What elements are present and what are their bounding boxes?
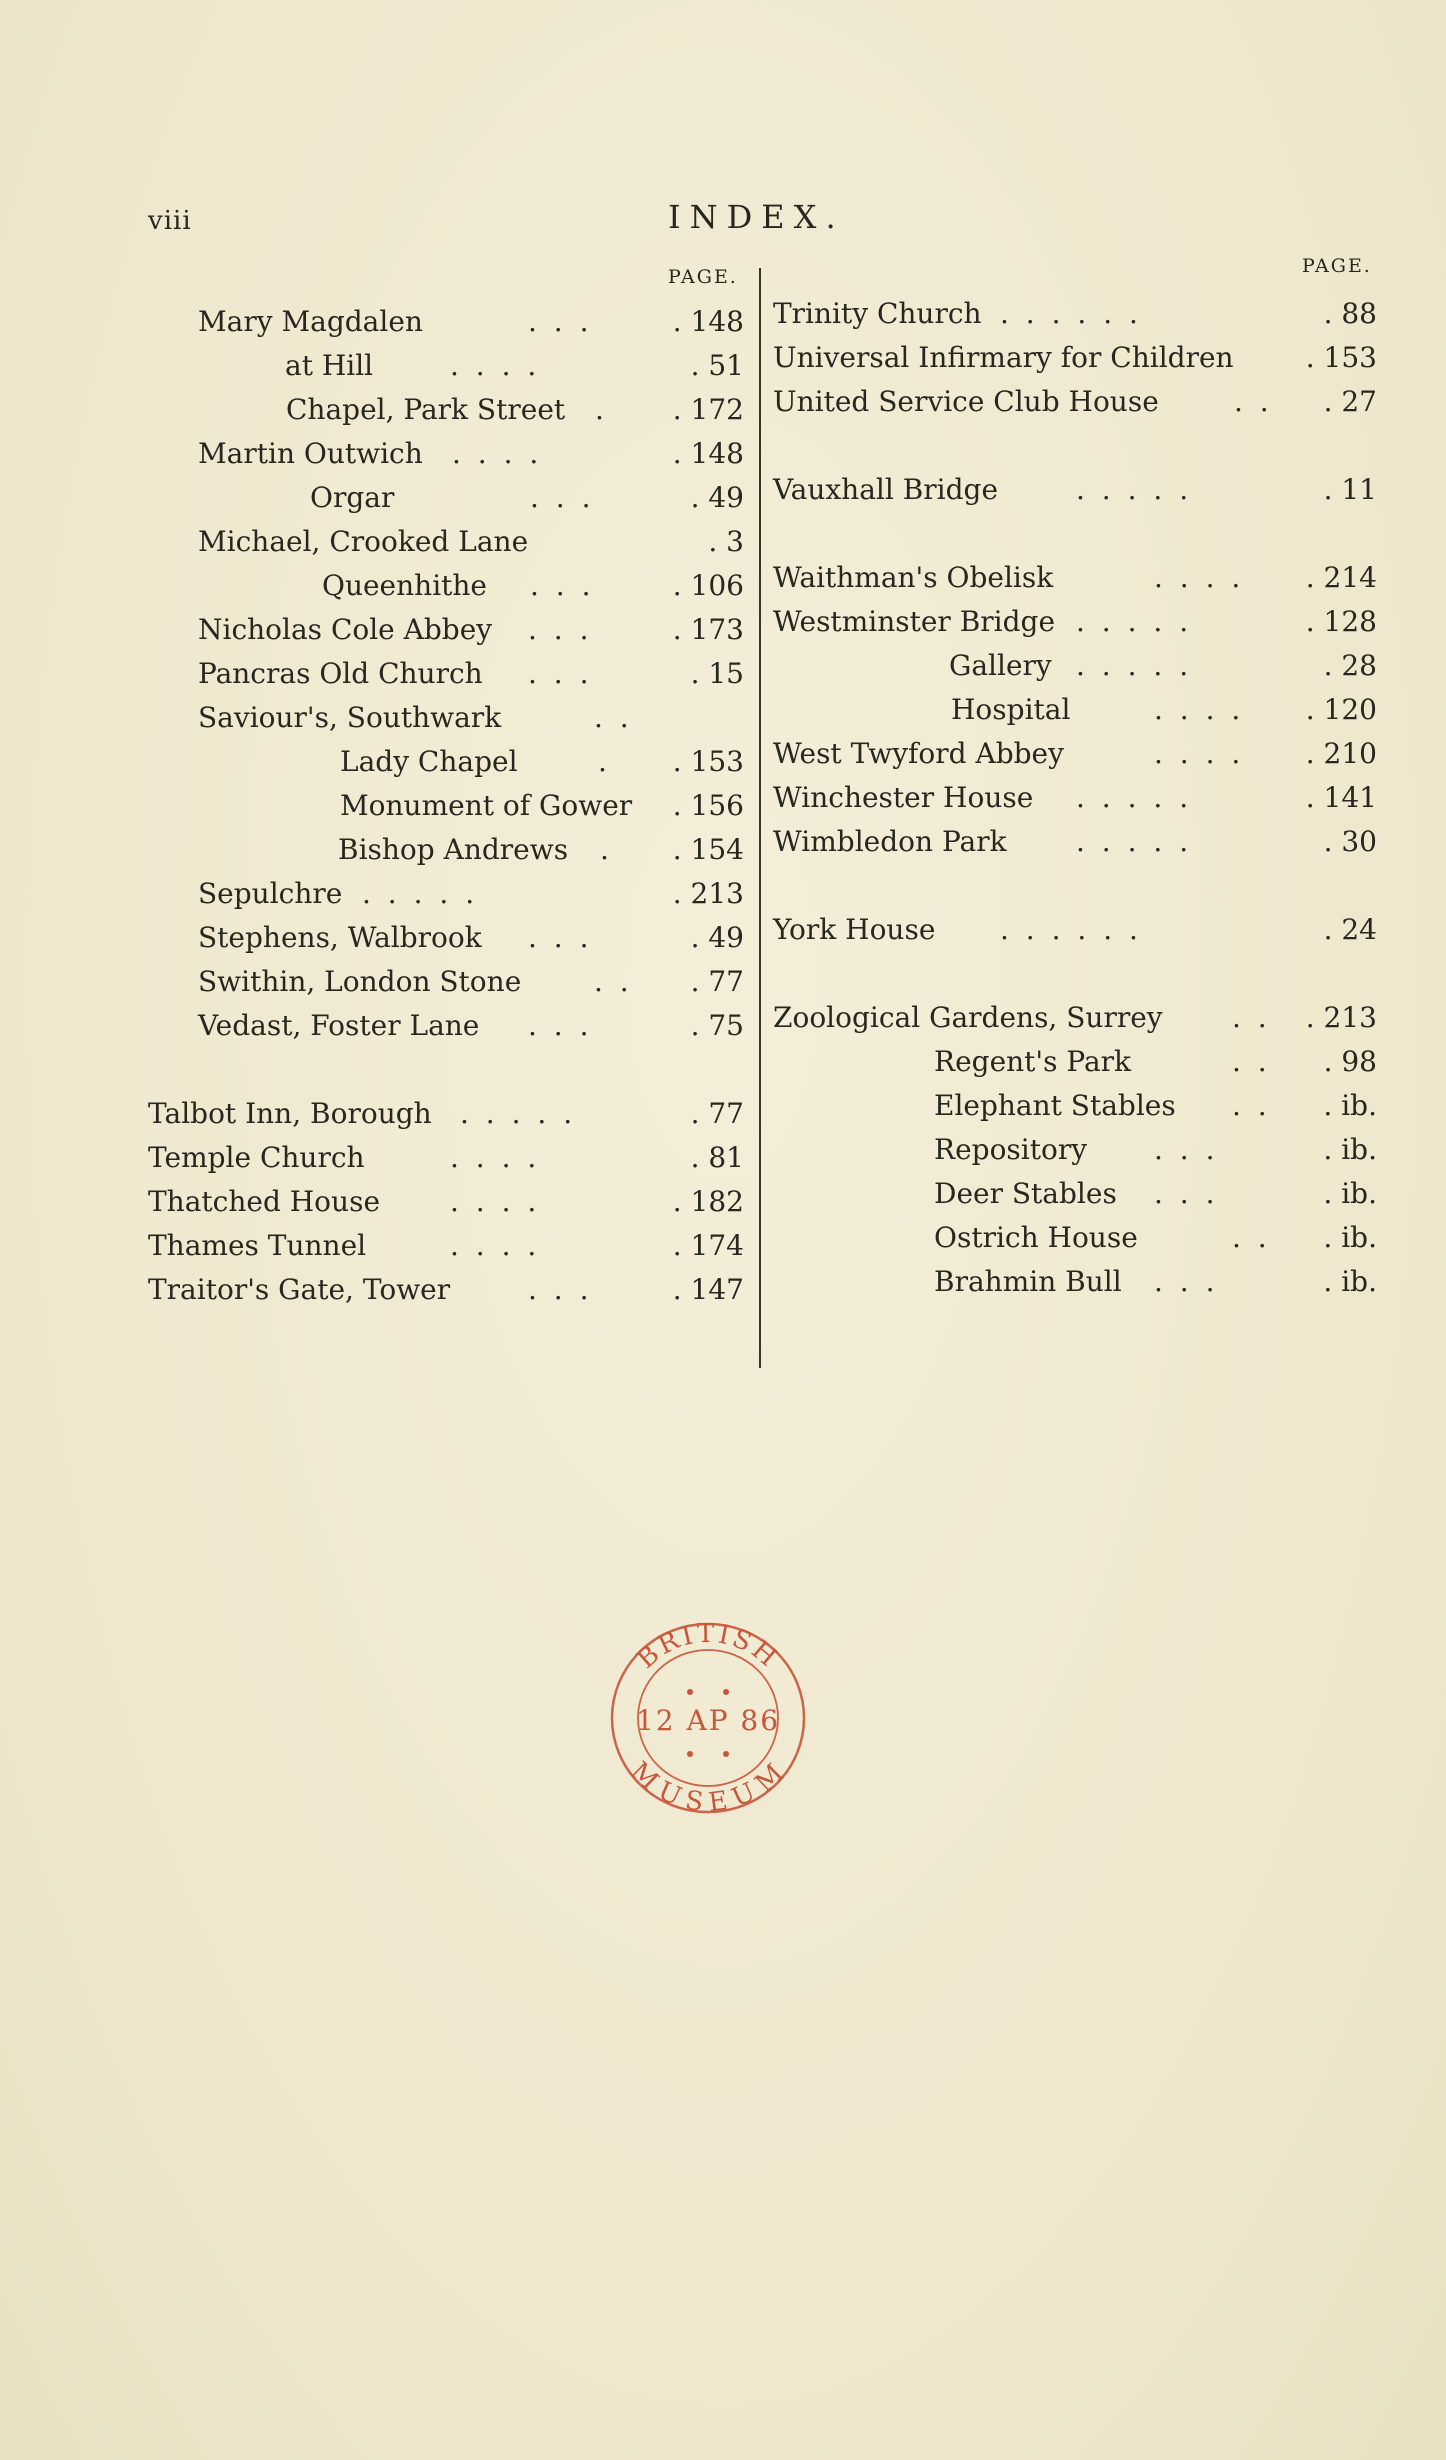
entry-page: . ib. [1323, 1177, 1377, 1210]
entry-name: Traitor's Gate, Tower [148, 1273, 451, 1306]
entry-name: Regent's Park [934, 1045, 1132, 1078]
page-folio: viii [148, 206, 192, 236]
entry-name: Michael, Crooked Lane [198, 525, 529, 558]
entry-page: . ib. [1323, 1089, 1377, 1122]
entry-page: . 75 [690, 1009, 744, 1042]
entry-leader: . . [594, 701, 633, 734]
index-entry [764, 1084, 1446, 1128]
index-entry [0, 564, 756, 608]
entry-page: . 81 [690, 1141, 744, 1174]
entry-page: . 172 [672, 393, 744, 426]
entry-page: . 173 [672, 613, 744, 646]
entry-name: Brahmin Bull [934, 1265, 1122, 1298]
entry-name: Trinity Church [773, 297, 982, 330]
entry-name: Vedast, Foster Lane [198, 1009, 480, 1042]
entry-leader: . . . . [1154, 693, 1245, 726]
entry-page: . 147 [672, 1273, 744, 1306]
entry-page: . 214 [1305, 561, 1377, 594]
stamp-bottom-text: MUSEUM [624, 1756, 792, 1819]
entry-leader: . . . . [450, 1185, 541, 1218]
entry-page: . 11 [1323, 473, 1377, 506]
entry-name: Talbot Inn, Borough [148, 1097, 432, 1130]
entry-page: . 153 [672, 745, 744, 778]
entry-name: Universal Infirmary for Children [773, 341, 1234, 374]
entry-page: . 3 [708, 525, 744, 558]
index-entry [0, 300, 756, 344]
index-entry [764, 1216, 1446, 1260]
entry-page: . 153 [1305, 341, 1377, 374]
entry-name: Chapel, Park Street [286, 393, 566, 426]
index-entry [764, 644, 1446, 688]
entry-name: Wimbledon Park [773, 825, 1007, 858]
entry-name: Repository [934, 1133, 1088, 1166]
entry-leader: . . . [528, 1009, 593, 1042]
entry-page: . 15 [690, 657, 744, 690]
entry-name: Sepulchre [198, 877, 343, 910]
left-page-heading: PAGE. [668, 266, 738, 288]
entry-leader: . . [1232, 1221, 1271, 1254]
index-entry [764, 688, 1446, 732]
right-page-heading: PAGE. [1302, 255, 1372, 277]
index-entry [0, 608, 756, 652]
index-entry [0, 1268, 756, 1312]
index-entry [0, 476, 756, 520]
entry-page: . 88 [1323, 297, 1377, 330]
entry-leader: . . . [1154, 1265, 1219, 1298]
index-entry [764, 1040, 1446, 1084]
entry-page: . 77 [690, 965, 744, 998]
entry-page: . 28 [1323, 649, 1377, 682]
entry-name: Stephens, Walbrook [198, 921, 482, 954]
index-entry [0, 1004, 756, 1048]
index-entry [764, 996, 1446, 1040]
entry-page: . 51 [690, 349, 744, 382]
entry-page: . 213 [672, 877, 744, 910]
entry-name: Elephant Stables [934, 1089, 1176, 1122]
entry-page: . 106 [672, 569, 744, 602]
stamp-date: 12 AP 86 [635, 1704, 781, 1737]
entry-leader: . [598, 745, 611, 778]
index-entry [0, 696, 756, 740]
index-entry [0, 1224, 756, 1268]
entry-leader: . . . . . [1076, 781, 1193, 814]
entry-name: Bishop Andrews [338, 833, 569, 866]
entry-page: . ib. [1323, 1265, 1377, 1298]
entry-page: . 182 [672, 1185, 744, 1218]
entry-name: Westminster Bridge [773, 605, 1056, 638]
index-entry [0, 1180, 756, 1224]
index-entry [0, 1092, 756, 1136]
index-entry [0, 652, 756, 696]
entry-page: . 98 [1323, 1045, 1377, 1078]
entry-name: Gallery [949, 649, 1052, 682]
entry-leader: . . . . . [362, 877, 479, 910]
entry-leader: . . [1232, 1089, 1271, 1122]
entry-leader: . . . . . [1076, 649, 1193, 682]
entry-page: . ib. [1323, 1221, 1377, 1254]
index-entry [764, 908, 1446, 952]
index-entry [764, 468, 1446, 512]
index-entry [764, 776, 1446, 820]
entry-leader: . . . [1154, 1177, 1219, 1210]
index-entry [0, 1136, 756, 1180]
entry-name: West Twyford Abbey [773, 737, 1064, 770]
entry-page: . 156 [672, 789, 744, 822]
entry-name: Vauxhall Bridge [773, 473, 999, 506]
entry-leader: . . . . . [460, 1097, 577, 1130]
entry-leader: . . . . . . [1000, 913, 1142, 946]
index-entry [764, 336, 1446, 380]
index-entry [764, 820, 1446, 864]
index-entry [764, 1172, 1446, 1216]
entry-leader: . . . [530, 481, 595, 514]
index-entry [0, 432, 756, 476]
index-entry [0, 872, 756, 916]
index-entry [0, 520, 756, 564]
entry-page: . 148 [672, 437, 744, 470]
entry-name: Queenhithe [322, 569, 488, 602]
entry-page: . 49 [690, 481, 744, 514]
entry-name: Thatched House [148, 1185, 381, 1218]
index-entry [764, 1128, 1446, 1172]
entry-leader: . . . . . [1076, 473, 1193, 506]
entry-page: . 174 [672, 1229, 744, 1262]
entry-name: Deer Stables [934, 1177, 1117, 1210]
index-entry [0, 740, 756, 784]
entry-leader: . . . [528, 1273, 593, 1306]
index-entry [0, 344, 756, 388]
entry-leader: . . . [1154, 1133, 1219, 1166]
entry-leader: . [595, 393, 608, 426]
entry-name: Winchester House [773, 781, 1034, 814]
entry-leader: . . . . [450, 1141, 541, 1174]
entry-page: . ib. [1323, 1133, 1377, 1166]
entry-leader: . . [1234, 385, 1273, 418]
entry-page: . 141 [1305, 781, 1377, 814]
entry-leader: . . . . [450, 349, 541, 382]
entry-name: Orgar [310, 481, 395, 514]
entry-name: Swithin, London Stone [198, 965, 522, 998]
entry-leader: . . . [528, 305, 593, 338]
entry-page: . 128 [1305, 605, 1377, 638]
entry-page: . 120 [1305, 693, 1377, 726]
british-museum-stamp [598, 1612, 818, 1822]
entry-leader: . . . [528, 613, 593, 646]
entry-name: Zoological Gardens, Surrey [773, 1001, 1163, 1034]
index-entry [764, 556, 1446, 600]
entry-name: Hospital [951, 693, 1071, 726]
entry-leader: . . . [530, 569, 595, 602]
index-entry [764, 380, 1446, 424]
entry-leader: . . [594, 965, 633, 998]
entry-name: Mary Magdalen [198, 305, 423, 338]
index-entry [0, 960, 756, 1004]
index-entry [764, 292, 1446, 336]
column-divider [759, 268, 761, 1368]
entry-leader: . . . [528, 657, 593, 690]
entry-name: Martin Outwich [198, 437, 423, 470]
entry-leader: . . . [528, 921, 593, 954]
entry-name: York House [773, 913, 936, 946]
entry-page: . 210 [1305, 737, 1377, 770]
entry-page: . 30 [1323, 825, 1377, 858]
entry-page: . 77 [690, 1097, 744, 1130]
entry-name: Thames Tunnel [148, 1229, 367, 1262]
index-entry [764, 1260, 1446, 1304]
entry-name: Lady Chapel [340, 745, 518, 778]
index-entry [0, 388, 756, 432]
entry-page: . 154 [672, 833, 744, 866]
entry-page: . 24 [1323, 913, 1377, 946]
index-entry [764, 600, 1446, 644]
entry-name: Temple Church [148, 1141, 365, 1174]
entry-page: . 148 [672, 305, 744, 338]
entry-leader: . . . . [450, 1229, 541, 1262]
entry-name: Pancras Old Church [198, 657, 483, 690]
running-title: INDEX. [668, 198, 845, 236]
entry-page: . 27 [1323, 385, 1377, 418]
entry-leader: . . . . [452, 437, 543, 470]
index-entry [764, 732, 1446, 776]
entry-page: . 213 [1305, 1001, 1377, 1034]
entry-leader: . . . . [1154, 737, 1245, 770]
entry-leader: . . . . . [1076, 605, 1193, 638]
entry-name: Saviour's, Southwark [198, 701, 502, 734]
entry-leader: . [600, 833, 613, 866]
entry-name: United Service Club House [773, 385, 1159, 418]
entry-name: Nicholas Cole Abbey [198, 613, 493, 646]
entry-leader: . . [1232, 1045, 1271, 1078]
entry-name: Monument of Gower [340, 789, 633, 822]
entry-page: . 49 [690, 921, 744, 954]
index-entry [0, 784, 756, 828]
entry-leader: . . . . . . [1000, 297, 1142, 330]
entry-name: Ostrich House [934, 1221, 1138, 1254]
entry-leader: . . . . . [1076, 825, 1193, 858]
entry-leader: . . [1232, 1001, 1271, 1034]
entry-name: at Hill [285, 349, 374, 382]
stamp-top-text: BRITISH [631, 1618, 785, 1675]
index-entry [0, 828, 756, 872]
index-entry [0, 916, 756, 960]
entry-leader: . . . . [1154, 561, 1245, 594]
entry-name: Waithman's Obelisk [773, 561, 1054, 594]
